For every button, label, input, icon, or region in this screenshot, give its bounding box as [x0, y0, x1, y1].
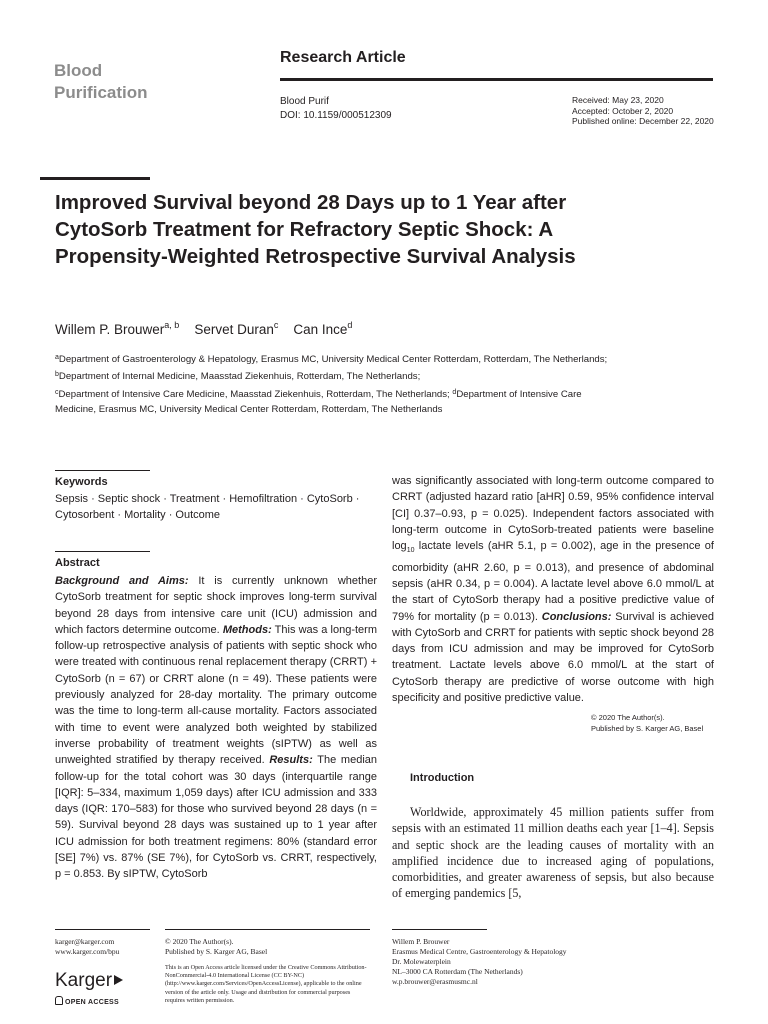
author-affil-sup: c: [273, 320, 279, 330]
affil-sup: a: [55, 354, 59, 361]
correspondence-street: Dr. Molewaterplein: [392, 957, 451, 966]
publication-dates: [572, 95, 714, 127]
date-accepted: Accepted: October 2, 2020: [572, 105, 674, 116]
author-list: [55, 320, 352, 337]
abstract-label-conclusions: Conclusions:: [541, 610, 612, 623]
copyright-line: Published by S. Karger AG, Basel: [591, 724, 704, 733]
abstract-label-methods: Methods:: [222, 623, 272, 636]
citation-journal: Blood Purif: [280, 96, 329, 107]
license-text: This is an Open Access article licensed under the Creative Commons Attribution-NonCommercial-4.0 International License (CC BY-NC) (http://www.karger.com/Services/OpenAccessLicense), applicable to the online version of the article only. Usage and distribution for commercial purposes requires written permission.: [165, 964, 367, 1004]
abstract-text: It is currently unknown whether CytoSorb treatment for septic shock improves long-term survival beyond 28 days from intensive care unit (ICU) admission and which factors determine outcome.: [55, 575, 377, 636]
karger-logo-text: Karger: [55, 970, 113, 991]
header-rule: [280, 78, 713, 81]
publisher-email[interactable]: karger@karger.com: [55, 937, 115, 946]
affiliation: Department of Intensive Care Medicine, Maasstad Ziekenhuis, Rotterdam, The Netherlands;: [58, 388, 453, 400]
author-name[interactable]: Can Ince: [293, 322, 348, 337]
journal-name: [54, 60, 148, 104]
keywords-rule: [55, 470, 150, 471]
citation-info: [280, 95, 392, 123]
open-access-badge: [55, 996, 119, 1006]
author-affil-sup: d: [347, 320, 353, 330]
abstract-text: Survival is achieved with CytoSorb and CRRT for patients with septic shock beyond 28 days from ICU admission and may be improved for CytoSorb treatment. Lactate levels above 6.0 mmol/L at the start of CytoSorb therapy are predictive of worse outcome with high specificity and positive predictive value.: [392, 610, 714, 705]
abstract-text: was significantly associated with long-term outcome compared to CRRT (adjusted hazard ratio [aHR] 0.59, 95% confidence interval [CI] 0.37–0.93, p = 0.025). Independent factors associated with long-term outcome in CytoSorb-treated patients were baseline log: [392, 475, 714, 553]
karger-logo: [55, 970, 125, 992]
correspondence-dept: Erasmus Medical Centre, Gastroenterology & Hepatology: [392, 947, 567, 956]
publisher-website[interactable]: www.karger.com/bpu: [55, 947, 120, 956]
footer-rule: [392, 929, 487, 930]
introduction-heading: Introduction: [410, 772, 475, 784]
correspondence: [392, 937, 567, 987]
abstract-text: lactate levels (aHR 5.1, p = 0.002), age in the presence of comorbidity (aHR 2.60, p = 0.013), and presence of abdominal sepsis (aHR 0.34, p = 0.004). A lactate level above 6.0 mmol/L at the start of CytoSorb therapy had a positive predictive value of 79% for mortality (p = 0.013).: [392, 540, 714, 623]
abstract-text: The median follow-up for the total cohort was 30 days (interquartile range [IQR]: 5–334, maximum 1,059 days) after ICU admission and 333 days (IQR: 170–583) for those who survived beyond 28 days (n = 59). Survival beyond 28 days was sustained up to 1 year after ICU admission for both treatment regimens: 80% (standard error [SE] 7%) vs. 87% (SE 7%), for CytoSorb vs. CRRT, respectively, p = 0.853. By sIPTW, CytoSorb: [55, 754, 378, 881]
footer-copyright-line: © 2020 The Author(s).: [165, 937, 234, 946]
abstract-heading: Abstract: [55, 557, 100, 569]
abstract-label-results: Results:: [269, 754, 313, 767]
open-access-label: OPEN ACCESS: [65, 999, 119, 1006]
journal-name-line1: Blood: [54, 61, 103, 80]
karger-mark-icon: [113, 974, 125, 986]
correspondence-city: NL–3000 CA Rotterdam (The Netherlands): [392, 967, 523, 976]
journal-name-line2: Purification: [54, 83, 148, 102]
footer-rule: [55, 929, 150, 930]
affil-sup: c: [55, 388, 59, 396]
copyright-line: © 2020 The Author(s).: [591, 713, 665, 722]
date-published: Published online: December 22, 2020: [572, 116, 714, 126]
affiliation: Department of Gastroenterology & Hepatology, Erasmus MC, University Medical Center Rotterdam, Rotterdam, The Netherlands;: [58, 354, 608, 365]
article-type: Research Article: [280, 49, 406, 66]
correspondence-email[interactable]: w.p.brouwer@erasmusmc.nl: [392, 977, 478, 986]
abstract-column-1: [55, 573, 377, 883]
abstract-copyright: [591, 712, 703, 734]
citation-doi[interactable]: DOI: 10.1159/000512309: [280, 110, 392, 121]
affiliation: Department of Internal Medicine, Maasstad Ziekenhuis, Rotterdam, The Netherlands;: [58, 371, 421, 383]
abstract-label-background: Background and Aims:: [55, 575, 189, 587]
publisher-contact: [55, 937, 119, 957]
abstract-column-2: [392, 473, 714, 706]
title-rule: [40, 177, 150, 180]
affil-sup: b: [55, 371, 59, 379]
affil-sup: d: [452, 388, 457, 396]
footer-rule: [165, 929, 370, 930]
keywords-heading: Keywords: [55, 476, 108, 488]
open-lock-icon: [55, 996, 63, 1005]
keywords-list: Sepsis · Septic shock · Treatment · Hemofiltration · CytoSorb · Cytosorbent · Mortality · Outcome: [55, 493, 360, 522]
subscript: 10: [406, 547, 415, 555]
author-name[interactable]: Willem P. Brouwer: [55, 322, 165, 337]
footer-copyright: [165, 937, 267, 957]
correspondence-name: Willem P. Brouwer: [392, 937, 450, 946]
introduction-text: Worldwide, approximately 45 million patients suffer from sepsis with an estimated 11 million deaths each year [1–4]. Sepsis and septic shock are the leading causes of mortality with an amplified incidence due to increased aging of populations, comorbidities, and greater awareness of sepsis, but also because of emerging pandemics [5,: [392, 805, 714, 901]
author-affil-sup: a, b: [164, 320, 180, 330]
article-title: Improved Survival beyond 28 Days up to 1 Year after CytoSorb Treatment for Refractory Septic Shock: A Propensity-Weighted Retrospective Survival Analysis: [55, 191, 576, 268]
author-name[interactable]: Servet Duran: [194, 322, 274, 337]
date-received: Received: May 23, 2020: [572, 95, 664, 105]
abstract-text: This was a long-term follow-up retrospective analysis of patients with septic shock who were treated with continuous renal replacement therapy (CRRT) + CytoSorb (n = 67) or CRRT alone (n = 49). These patients were previously analyzed for 28-day mortality. The primary outcome was the time to long-term all-cause mortality. Factors associated with time to event were analyzed both weighted by stabilized inverse probability of treatment weights (sIPTW) as well as unweighted stratified by therapy received.: [55, 623, 377, 767]
footer-copyright-line: Published by S. Karger AG, Basel: [165, 947, 268, 956]
affiliation: Department of Intensive Care Medicine, Erasmus MC, University Medical Center Rotterdam, Rotterdam, The Netherlands: [55, 388, 582, 416]
abstract-rule: [55, 551, 150, 552]
affiliations: [55, 350, 615, 418]
